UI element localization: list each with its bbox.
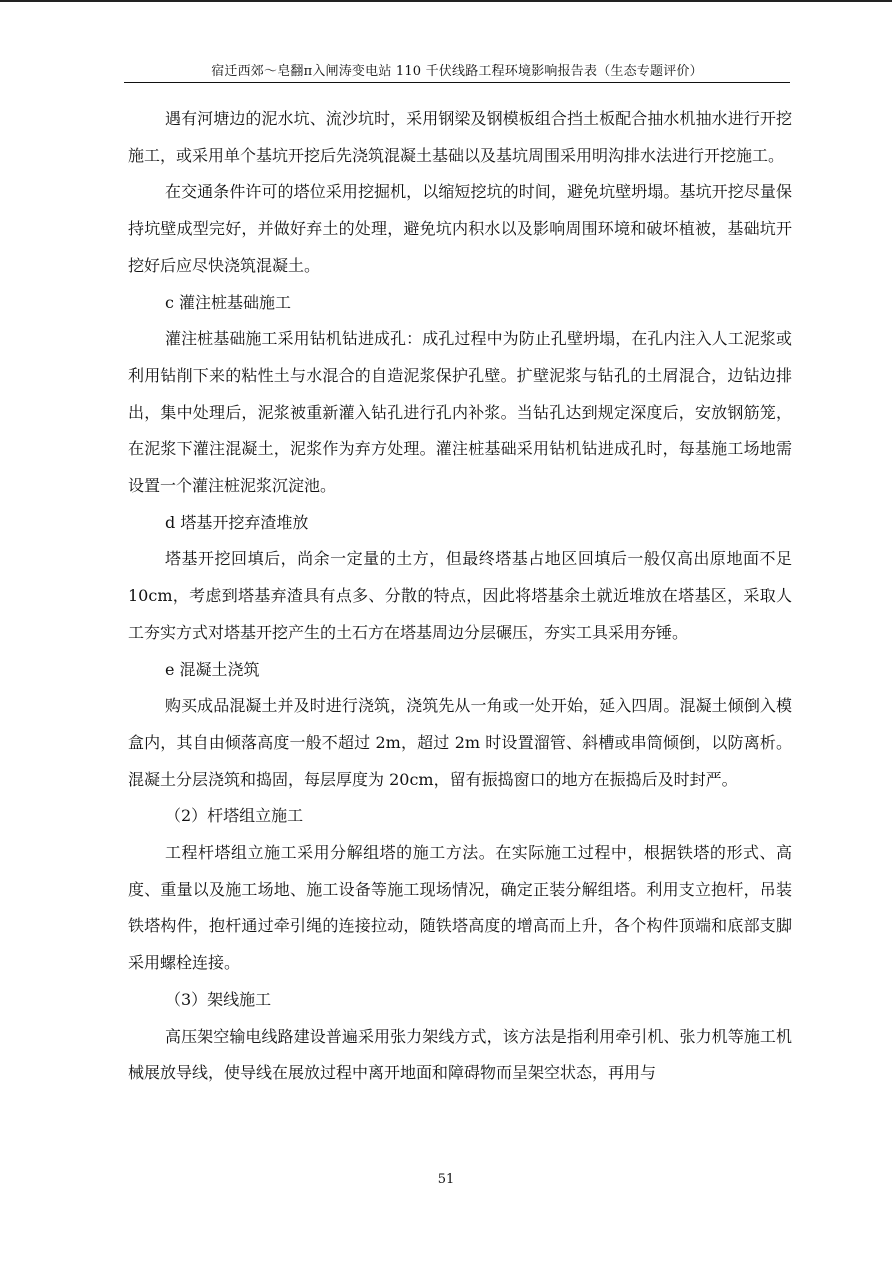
section-heading: e 混凝土浇筑: [165, 659, 260, 679]
header-rule: [124, 82, 790, 83]
page-number: 51: [437, 1172, 455, 1187]
paragraph: 在交通条件许可的塔位采用挖掘机，以缩短挖坑的时间，避免坑壁坍塌。基坑开挖尽量保持坑壁成型完好，并做好弃土的处理，避免坑内积水以及影响周围环境和破坏植被，基础坑开挖好后应尽快浇筑混凝土。: [128, 182, 792, 275]
section-heading: （3）架线施工: [165, 989, 272, 1009]
page-top-border: [0, 0, 892, 2]
document-body: [128, 101, 792, 1092]
paragraph: 遇有河塘边的泥水坑、流沙坑时，采用钢梁及钢模板组合挡土板配合抽水机抽水进行开挖施工，或采用单个基坑开挖后先浇筑混凝土基础以及基坑周围采用明沟排水法进行开挖施工。: [128, 109, 792, 165]
paragraph: 购买成品混凝土并及时进行浇筑，浇筑先从一角或一处开始，延入四周。混凝土倾倒入模盒内，其自由倾落高度一般不超过 2m，超过 2m 时设置溜管、斜槽或串筒倾倒，以防离析。混凝土分层浇筑和捣固，每层厚度为 20cm，留有振捣窗口的地方在振捣后及时封严。: [128, 696, 792, 789]
paragraph: 灌注桩基础施工采用钻机钻进成孔：成孔过程中为防止孔壁坍塌，在孔内注入人工泥浆或利用钻削下来的粘性土与水混合的自造泥浆保护孔壁。扩壁泥浆与钻孔的土屑混合，边钻边排出，集中处理后，泥浆被重新灌入钻孔进行孔内补浆。当钻孔达到规定深度后，安放钢筋笼，在泥浆下灌注混凝土，泥浆作为弃方处理。灌注桩基础采用钻机钻进成孔时，每基施工场地需设置一个灌注桩泥浆沉淀池。: [128, 329, 792, 496]
paragraph: 高压架空输电线路建设普遍采用张力架线方式，该方法是指利用牵引机、张力机等施工机械展放导线，使导线在展放过程中离开地面和障碍物而呈架空状态，再用与: [128, 1026, 792, 1083]
section-heading: （2）杆塔组立施工: [165, 806, 304, 826]
running-header: 宿迁西郊～皂翻π入闸涛变电站 110 千伏线路工程环境影响报告表（生态专题评价）: [211, 64, 703, 79]
paragraph: 塔基开挖回填后，尚余一定量的土方，但最终塔基占地区回填后一般仅高出原地面不足 10cm，考虑到塔基弃渣具有点多、分散的特点，因此将塔基余土就近堆放在塔基区，采取人工夯实方式对塔基开挖产生的土石方在塔基周边分层碾压，夯实工具采用夯锤。: [128, 549, 792, 642]
section-heading: c 灌注桩基础施工: [165, 292, 292, 312]
paragraph: 工程杆塔组立施工采用分解组塔的施工方法。在实际施工过程中，根据铁塔的形式、高度、重量以及施工场地、施工设备等施工现场情况，确定正装分解组塔。利用支立抱杆，吊装铁塔构件，抱杆通过牵引绳的连接拉动，随铁塔高度的增高而上升，各个构件顶端和底部支脚采用螺栓连接。: [128, 843, 792, 973]
section-heading: d 塔基开挖弃渣堆放: [165, 512, 309, 532]
